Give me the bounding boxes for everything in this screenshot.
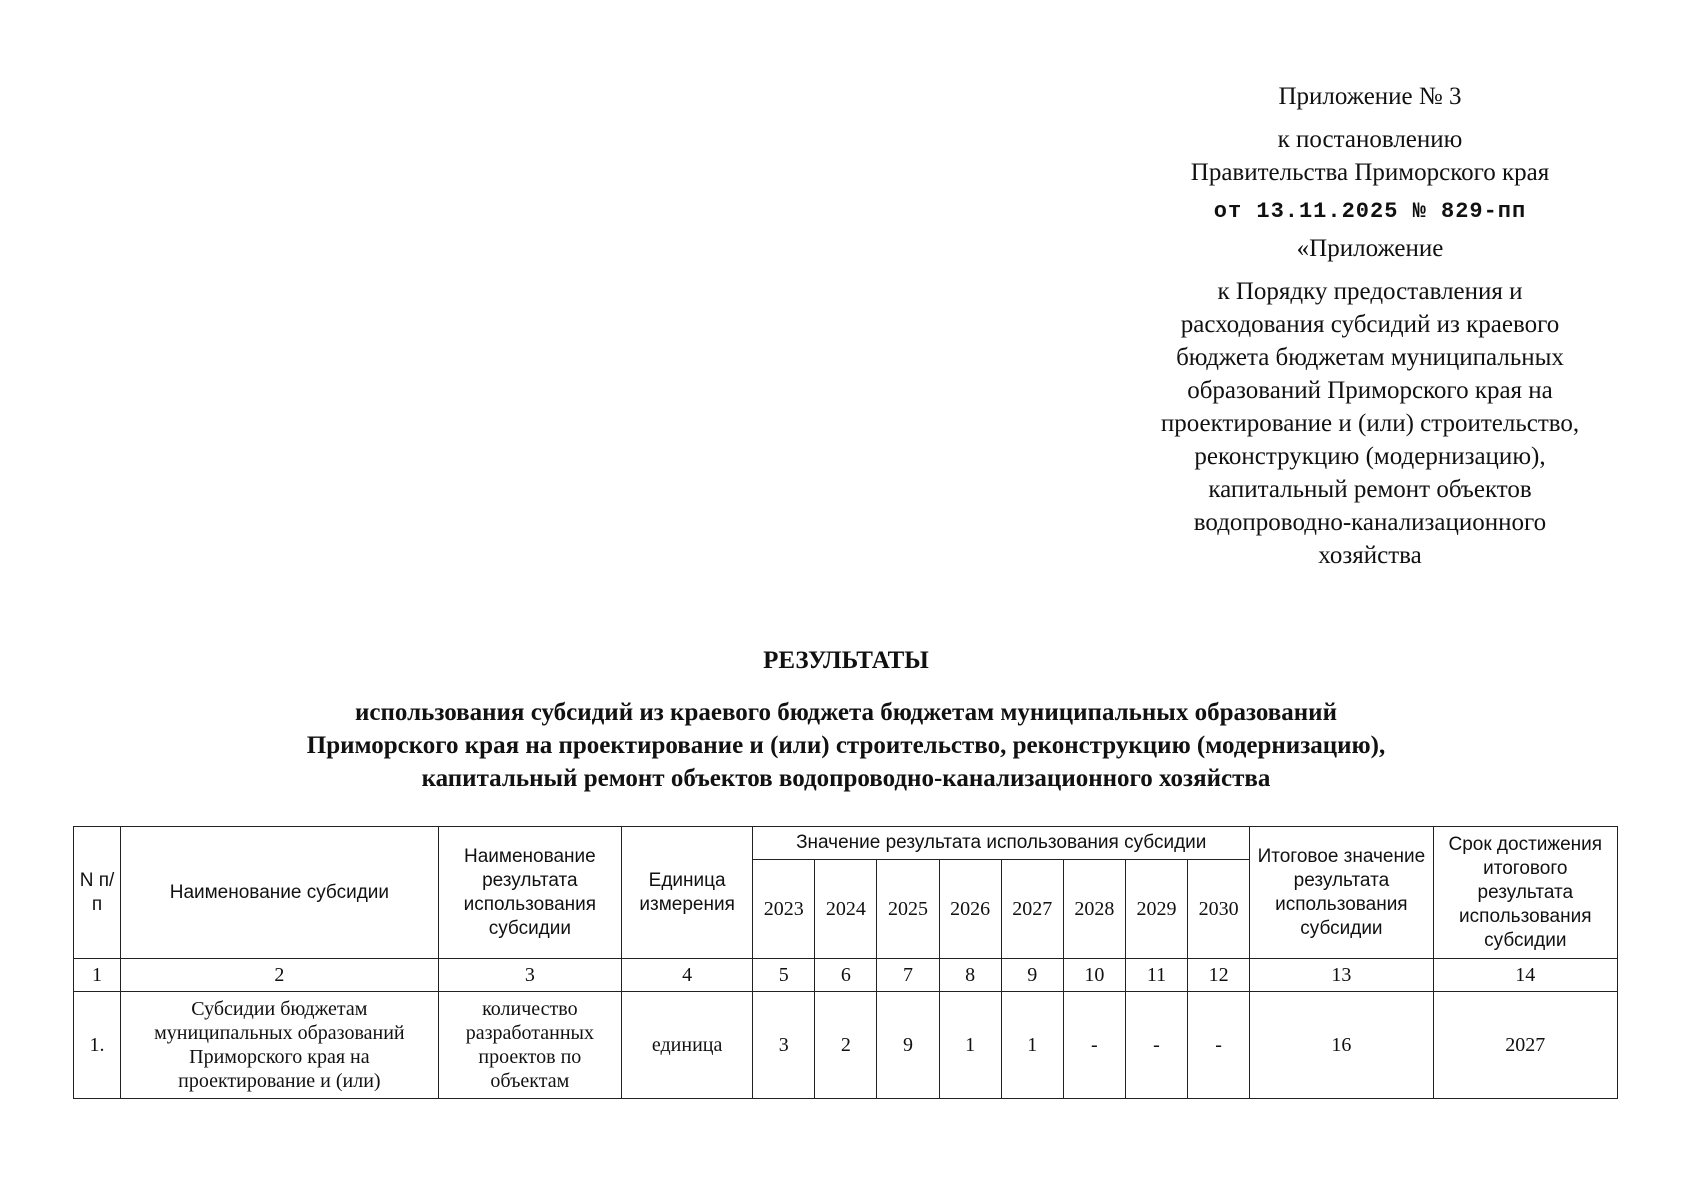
row-result-name: количество разработанных проектов по объектам (438, 992, 621, 1099)
to-decree-line-2: Правительства Приморского края (1190, 159, 1550, 186)
col-header-result-name: Наименование результата использования субсидии (438, 827, 621, 959)
col-header-year: 2026 (939, 860, 1001, 959)
column-number: 8 (939, 959, 1001, 992)
subtitle-line: Приморского края на проектирование и (или) строительство, реконструкцию (модернизацию), (306, 732, 1386, 759)
order-line: капитальный ремонт объектов (1208, 476, 1532, 503)
row-subsidy-name: Субсидии бюджетам муниципальных образований Приморского края на проектирование и (или) (121, 992, 439, 1099)
col-header-total: Итоговое значение результата использования субсидии (1250, 827, 1433, 959)
row-value-2023: 3 (753, 992, 815, 1099)
col-header-num: N п/п (74, 827, 121, 959)
col-header-year: 2023 (753, 860, 815, 959)
col-header-year: 2028 (1063, 860, 1125, 959)
col-header-year: 2030 (1188, 860, 1250, 959)
quote-appendix: «Приложение (1296, 235, 1444, 262)
column-number: 6 (815, 959, 877, 992)
order-line: хозяйства (1318, 542, 1422, 569)
column-number: 13 (1250, 959, 1433, 992)
document-title: РЕЗУЛЬТАТЫ (763, 647, 929, 674)
column-number: 3 (438, 959, 621, 992)
order-line: расходования субсидий из краевого (1180, 311, 1560, 338)
order-line: водопроводно-канализационного (1193, 509, 1547, 536)
appendix-header (1120, 80, 1620, 572)
col-header-year: 2029 (1125, 860, 1187, 959)
to-decree-line-1: к постановлению (1277, 126, 1463, 153)
decree-reference: от 13.11.2025 № 829-пп (1213, 199, 1527, 224)
order-line: бюджета бюджетам муниципальных (1176, 344, 1564, 371)
order-line: к Порядку предоставления и (1217, 278, 1523, 305)
row-value-2030: - (1188, 992, 1250, 1099)
column-number: 12 (1188, 959, 1250, 992)
row-total: 16 (1250, 992, 1433, 1099)
row-value-2025: 9 (877, 992, 939, 1099)
column-number: 4 (622, 959, 753, 992)
column-number: 7 (877, 959, 939, 992)
row-value-2027: 1 (1001, 992, 1063, 1099)
row-value-2029: - (1125, 992, 1187, 1099)
column-number: 11 (1125, 959, 1187, 992)
col-header-year: 2024 (815, 860, 877, 959)
subtitle-line: капитальный ремонт объектов водопроводно-канализационного хозяйства (421, 765, 1271, 792)
column-number: 1 (74, 959, 121, 992)
table-row (74, 992, 1618, 1099)
order-line: реконструкцию (модернизацию), (1194, 443, 1546, 470)
col-header-values-group: Значение результата использования субсидии (753, 827, 1250, 860)
col-header-deadline: Срок достижения итогового результата использования субсидии (1433, 827, 1617, 959)
column-number: 2 (121, 959, 439, 992)
row-value-2028: - (1063, 992, 1125, 1099)
row-number: 1. (74, 992, 121, 1099)
column-number: 5 (753, 959, 815, 992)
results-table (73, 826, 1618, 1099)
column-number: 9 (1001, 959, 1063, 992)
col-header-subsidy-name: Наименование субсидии (121, 827, 439, 959)
row-value-2024: 2 (815, 992, 877, 1099)
row-deadline: 2027 (1433, 992, 1617, 1099)
row-value-2026: 1 (939, 992, 1001, 1099)
appendix-number: Приложение № 3 (1278, 83, 1462, 110)
column-number-row (74, 959, 1618, 992)
column-number: 14 (1433, 959, 1617, 992)
col-header-year: 2027 (1001, 860, 1063, 959)
col-header-year: 2025 (877, 860, 939, 959)
row-unit: единица (622, 992, 753, 1099)
order-line: образований Приморского края на (1187, 377, 1553, 404)
subtitle-line: использования субсидий из краевого бюджета бюджетам муниципальных образований (355, 699, 1337, 726)
column-number: 10 (1063, 959, 1125, 992)
document-subtitle (150, 696, 1542, 795)
col-header-unit: Единица измерения (622, 827, 753, 959)
order-line: проектирование и (или) строительство, (1160, 410, 1580, 437)
